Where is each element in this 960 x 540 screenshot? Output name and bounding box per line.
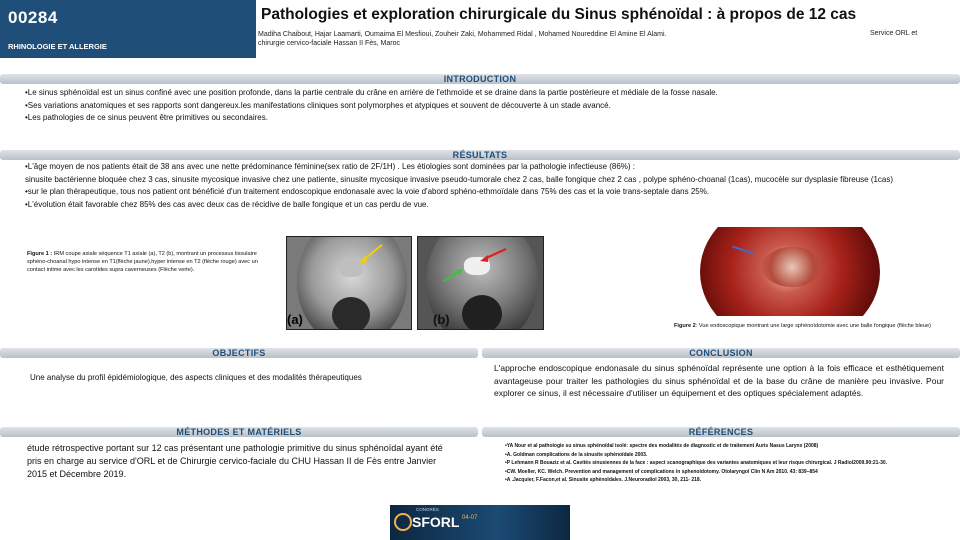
figure2-caption <box>674 322 944 330</box>
heading-methodes: MÉTHODES ET MATÉRIELS <box>176 427 302 437</box>
reference-item: •A .Jacquier, F.Facon,et al. Sinusite sphénoïdales. J.Neuroradiol 2003, 30, 211- 218. <box>505 477 702 483</box>
sforl-ring-icon <box>394 513 412 531</box>
heading-conclusion: CONCLUSION <box>689 348 753 358</box>
reference-item: •A. Goldman complications de la sinusite sphénoïdale 2003. <box>505 451 648 458</box>
panel-label-b: (b) <box>433 312 450 327</box>
reference-item: •CW. Moeller, KC. Welch. Prevention and management of complications in sphenoidotomy. Otolaryngol Clin N Am 2010. 43: 839–854 <box>505 468 818 475</box>
heading-introduction: INTRODUCTION <box>443 74 517 84</box>
yellow-arrow-icon <box>287 237 412 330</box>
resultats-text <box>25 161 945 211</box>
logo-text: SFORL <box>412 514 460 530</box>
references-list <box>505 442 955 485</box>
affiliation: Service ORL et <box>870 30 918 37</box>
logo-dates: 04-07 <box>462 515 478 521</box>
authors-line2: chirurgie cervico-faciale Hassan II Fès, Maroc <box>258 40 400 47</box>
figure1-caption <box>27 250 272 274</box>
intro-bullet: •Le sinus sphénoïdal est un sinus confiné avec une position profonde, dans la partie centrale du crâne en arrière de l'ethmoïde et se draine dans la partie postérieure et médiale de la fosse nasale. <box>25 88 718 97</box>
poster-id-box <box>0 0 256 58</box>
resultats-line: •sur le plan thérapeutique, tous nos patient ont bénéficié d'un traitement endoscopique endonasale avec la voie d'abord sphéno-ethmoïdale dans 75% des cas et la voie trans-septale dans 25%. <box>25 187 710 196</box>
reference-item: •P Lehmann R Bouaziz et al. Cavités sinusiennes de la face : aspect scanographique des variantes anatomiques et leur risque chirurgical. J Radiol2009.90:21-30. <box>505 460 888 466</box>
conclusion-text: L'approche endoscopique endonasale du sinus sphénoïdal représente une option à la fois efficace et esthétiquement avantageuse pour traiter les pathologies du sinus sphénoïdal et de la base du crâne de manière peu invasive. Pour explorer ce sinus, il est nécessaire d'utiliser un équipement et des optiques spécialement adaptés. <box>494 363 944 398</box>
introduction-text <box>25 87 945 125</box>
heading-objectifs: OBJECTIFS <box>212 348 266 358</box>
objectifs-text: Une analyse du profil épidémiologique, des aspects cliniques et des modalités thérapeutiques <box>30 373 362 382</box>
mri-image-a <box>286 236 412 330</box>
authors <box>258 30 858 48</box>
figure2-label: Figure 2 <box>674 323 696 329</box>
resultats-line: •L'âge moyen de nos patients était de 38 ans avec une nette prédominance féminine(sex ratio de 2F/1H) . Les étiologies sont dominées par la pathologie infectieuse (86%) : <box>25 162 636 171</box>
figure1-caption-text: IRM coupe axiale séquence T1 axiale (a), T2 (b), montrant un processus tissulaire sphéno-choanal hypo intense en T1(flèche jaune),hyper intense en T2 (flèche rouge) avec un contact intime avec les carotides supra caverneuses (Flèche verte). <box>27 251 258 273</box>
endoscopy-image <box>692 227 888 316</box>
poster-id: 00284 <box>8 8 58 27</box>
methodes-text: étude rétrospective portant sur 12 cas présentant une pathologie primitive du sinus sphénoïdal ayant été pris en charge au service d'ORL et de Chirurgie cervico-faciale du CHU Hassan II de Fès entre Janvier 2015 et Décembre 2019. <box>27 443 443 479</box>
logo-subtitle: CONGRÈS <box>416 507 439 512</box>
resultats-line: sinusite bactérienne bloquée chez 3 cas, sinusite mycosique invasive chez une patiente, sinusite mycosique invasive pseudo-tumorale chez 2 cas, balle fongique chez 2 cas , polype sphéno-choanal (1cas), mucocèle sur dysplasie fibreuse (1cas) <box>25 174 894 184</box>
panel-label-a: (a) <box>287 312 303 327</box>
heading-references: RÉFÉRENCES <box>688 427 754 437</box>
authors-line1: Madiha Chaibout, Hajar Laamarti, Oumaima El Mesfioui, Zouheir Zaki, Mohammed Ridal , Mohamed Noureddine El Amine El Alami. <box>258 31 667 38</box>
figure2-caption-text: : Vue endoscopique montrant une large sphénoïdotomie avec une balle fongique (flèche bleue) <box>695 323 931 329</box>
poster-category: RHINOLOGIE ET ALLERGIE <box>8 42 107 51</box>
intro-bullet: •Ses variations anatomiques et ses rapports sont dangereux.les manifestations cliniques sont polymorphes et atypiques et souvent de découverte à un stade avancé. <box>25 100 611 110</box>
poster-title: Pathologies et exploration chirurgicale du Sinus sphénoïdal : à propos de 12 cas <box>261 6 857 23</box>
intro-bullet: •Les pathologies de ce sinus peuvent être primitives ou secondaires. <box>25 113 268 122</box>
resultats-line: •L'évolution était favorable chez 85% des cas avec deux cas de récidive de balle fongique et un cas perdu de vue. <box>25 199 429 209</box>
heading-resultats: RÉSULTATS <box>452 150 508 160</box>
reference-item: •YA Nour et al pathologie su sinus sphénoïdal isolé: spectre des modalités de diagnostic et de traitement Auris Nasus Larynx (2008) <box>505 443 819 449</box>
sforl-logo <box>390 505 570 540</box>
figure1-label: Figure 1 : <box>27 251 53 257</box>
